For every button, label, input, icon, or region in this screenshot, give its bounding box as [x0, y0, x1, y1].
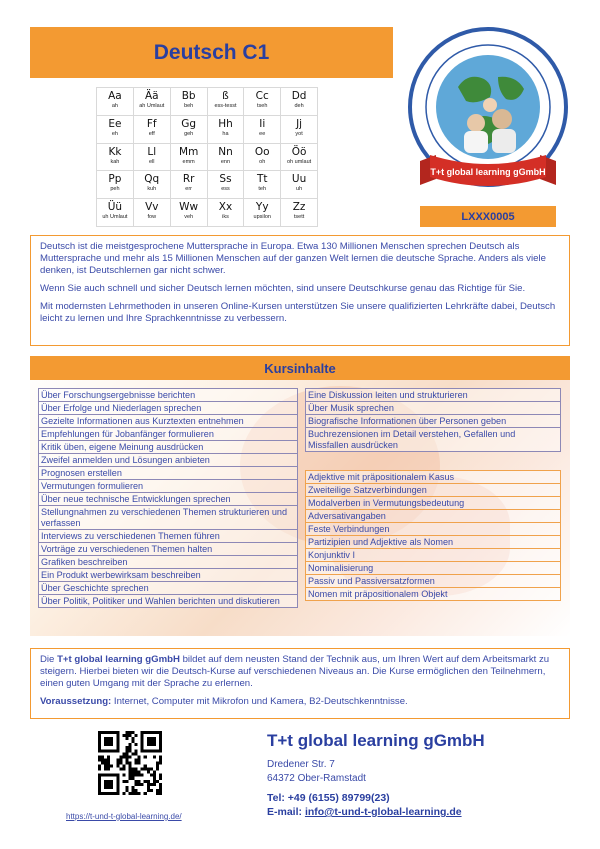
qr-module: [104, 758, 107, 761]
alphabet-row: [97, 199, 318, 227]
qr-module: [141, 774, 144, 777]
qr-module: [122, 752, 125, 755]
alphabet-pronunciation: teh: [258, 186, 267, 193]
qr-module: [116, 761, 119, 764]
qr-module: [156, 761, 159, 764]
alphabet-cell: [281, 115, 318, 143]
alphabet-letter: Uu: [291, 173, 307, 186]
qr-module: [125, 780, 128, 783]
qr-module: [107, 758, 110, 761]
qr-module: [128, 743, 131, 746]
alphabet-pronunciation: deh: [294, 103, 304, 109]
company-paragraph-post: bildet auf dem neusten Stand der Technik aus, um Ihren Wert auf dem Arbeitsmarkt zu steigern. Hierbei bieten wir die Deutsch-Kurse auf verschiedenen Niveaus an. Die Kurse ermöglichen den Teilnehmern, einen guten Umgang mit der Sprache zu erlernen.: [40, 654, 550, 689]
phone-number: Tel: +49 (6155) 89799(23): [267, 792, 390, 804]
qr-module: [104, 768, 107, 771]
qr-module: [144, 768, 147, 771]
qr-module: [135, 771, 138, 774]
qr-module: [159, 783, 162, 786]
qr-module: [138, 792, 141, 795]
grammar-item: Passiv und Passiversatzformen: [305, 575, 561, 588]
alphabet-pronunciation: tseh: [257, 103, 268, 109]
alphabet-pronunciation: ha: [222, 130, 229, 137]
qr-module: [159, 758, 162, 761]
qr-module: [116, 758, 119, 761]
qr-module: [128, 771, 131, 774]
qr-module: [135, 749, 138, 752]
topic-item: Über Politik, Politiker und Wahlen berichten und diskutieren: [38, 595, 298, 608]
qr-module: [138, 758, 141, 761]
alphabet-cell: [207, 88, 244, 116]
qr-module: [128, 734, 131, 737]
qr-module: [101, 755, 104, 758]
topic-item: Eine Diskussion leiten und strukturieren: [305, 388, 561, 402]
intro-paragraph-1: Deutsch ist die meistgesprochene Muttersprache in Europa. Etwa 130 Millionen Menschen sprechen Deutsch als Muttersprache und mehr als 15 Millionen Menschen auf der ganzen Welt lernen die deutsche Sprache. Anders als viele denken, ist Deutschlernen gar nicht schwer.: [40, 241, 546, 276]
topics-list-left: [38, 388, 298, 608]
topic-item: Gezielte Informationen aus Kurztexten entnehmen: [38, 415, 298, 428]
qr-module: [150, 783, 153, 786]
alphabet-cell: [170, 171, 207, 199]
qr-module: [119, 768, 122, 771]
alphabet-pronunciation: oh umlaut: [287, 158, 312, 165]
intro-box: [30, 235, 570, 346]
alphabet-row: [97, 88, 318, 116]
alphabet-letter: Tt: [256, 173, 268, 186]
qr-module: [125, 789, 128, 792]
alphabet-row: [97, 171, 318, 199]
alphabet-letter: Dd: [291, 90, 307, 102]
website-link[interactable]: https://t-und-t-global-learning.de/: [66, 812, 182, 821]
qr-module: [132, 786, 135, 789]
alphabet-cell: [133, 143, 170, 171]
company-name-inline: T+t global learning gGmbH: [57, 654, 180, 665]
qr-module: [104, 765, 107, 768]
qr-module: [159, 792, 162, 795]
address-city: 64372 Ober-Ramstadt: [267, 773, 366, 784]
alphabet-letter: Nn: [218, 145, 233, 158]
qr-module: [144, 765, 147, 768]
qr-module: [135, 783, 138, 786]
alphabet-letter: Ww: [179, 201, 199, 214]
alphabet-letter: Xx: [218, 201, 233, 214]
qr-module: [125, 737, 128, 740]
qr-module: [122, 765, 125, 768]
qr-module: [128, 746, 131, 749]
alphabet-cell: [244, 143, 281, 171]
qr-module: [132, 789, 135, 792]
qr-module: [98, 765, 101, 768]
topic-item: Buchrezensionen im Detail verstehen, Gefallen und Missfallen ausdrücken: [305, 428, 561, 452]
alphabet-cell: [244, 171, 281, 199]
grammar-list: [305, 470, 561, 601]
topic-item: Biografische Informationen über Personen geben: [305, 415, 561, 428]
alphabet-row: [97, 143, 318, 171]
grammar-item: Adjektive mit präpositionalem Kasus: [305, 470, 561, 484]
company-paragraph: [40, 654, 560, 690]
qr-module: [125, 786, 128, 789]
qr-module: [150, 774, 153, 777]
grammar-item: Feste Verbindungen: [305, 523, 561, 536]
alphabet-pronunciation: yot: [295, 130, 303, 137]
course-content-heading: Kursinhalte: [30, 356, 570, 380]
intro-paragraph-3: Mit modernsten Lehrmethoden in unseren Online-Kursen unterstützen Sie unsere qualifizierten Lehrkräfte dabei, Deutsch leicht zu lernen und Ihre Sprachkenntnisse zu verbessern.: [40, 301, 556, 324]
alphabet-letter: Zz: [292, 201, 306, 214]
qr-module: [128, 774, 131, 777]
alphabet-cell: [133, 171, 170, 199]
qr-module: [144, 755, 147, 758]
qr-module: [135, 792, 138, 795]
alphabet-cell: [170, 199, 207, 227]
alphabet-letter: Üü: [107, 201, 123, 214]
alphabet-letter: Qq: [144, 173, 160, 186]
qr-module: [135, 789, 138, 792]
topic-item: Zweifel anmelden und Lösungen anbieten: [38, 454, 298, 467]
alphabet-letter: Ff: [146, 117, 157, 130]
qr-module: [135, 758, 138, 761]
contact-details: [267, 791, 462, 819]
qr-module: [138, 783, 141, 786]
alphabet-letter: Kk: [108, 145, 122, 158]
qr-module: [125, 752, 128, 755]
qr-module: [156, 789, 159, 792]
qr-module: [132, 752, 135, 755]
qr-module: [125, 734, 128, 737]
qr-module: [98, 768, 101, 771]
qr-module: [110, 765, 113, 768]
qr-module: [132, 771, 135, 774]
alphabet-pronunciation: ell: [149, 158, 155, 165]
alphabet-letter: Ii: [259, 117, 266, 130]
qr-module: [156, 780, 159, 783]
alphabet-cell: [244, 199, 281, 227]
course-code-badge: [420, 206, 556, 227]
qr-module: [159, 786, 162, 789]
alphabet-cell: [244, 88, 281, 116]
alphabet-pronunciation: ah Umlaut: [139, 103, 165, 109]
requirements: [40, 696, 560, 708]
qr-module: [153, 780, 156, 783]
alphabet-cell: [207, 115, 244, 143]
school-logo: [406, 27, 570, 202]
qr-module: [104, 761, 107, 764]
alphabet-letter: Aa: [108, 90, 122, 102]
alphabet-pronunciation: enn: [220, 158, 231, 165]
alphabet-letter: Öö: [291, 145, 307, 158]
qr-module: [125, 758, 128, 761]
qr-module: [128, 755, 131, 758]
qr-module: [135, 752, 138, 755]
email-label: E-mail:: [267, 806, 305, 818]
qr-module: [144, 792, 147, 795]
alphabet-cell: [133, 199, 170, 227]
requirements-text: Internet, Computer mit Mikrofon und Kamera, B2-Deutschkenntnisse.: [111, 696, 408, 707]
qr-module: [147, 737, 156, 746]
qr-module: [132, 768, 135, 771]
qr-module: [156, 792, 159, 795]
qr-module: [98, 755, 101, 758]
company-paragraph-pre: Die: [40, 654, 58, 665]
alphabet-cell: [170, 143, 207, 171]
alphabet-pronunciation: uh: [296, 186, 303, 193]
alphabet-cell: [281, 143, 318, 171]
qr-module: [132, 731, 135, 734]
alphabet-pronunciation: veh: [184, 214, 194, 221]
alphabet-pronunciation: err: [185, 186, 193, 193]
qr-module: [101, 761, 104, 764]
qr-module: [147, 783, 150, 786]
qr-module: [122, 768, 125, 771]
qr-module: [128, 777, 131, 780]
qr-module: [107, 755, 110, 758]
qr-module: [128, 761, 131, 764]
qr-module: [150, 789, 153, 792]
alphabet-letter: Oo: [254, 145, 270, 158]
topic-item: Kritik üben, eigene Meinung ausdrücken: [38, 441, 298, 454]
grammar-item: Partizipien und Adjektive als Nomen: [305, 536, 561, 549]
topic-item: Vorträge zu verschiedenen Themen halten: [38, 543, 298, 556]
qr-module: [104, 737, 113, 746]
qr-module: [128, 765, 131, 768]
qr-module: [122, 780, 125, 783]
qr-module: [156, 768, 159, 771]
alphabet-letter: Rr: [182, 173, 195, 186]
topic-item: Interviews zu verschiedenen Themen führen: [38, 530, 298, 543]
qr-module: [138, 771, 141, 774]
topic-item: Ein Produkt werbewirksam beschreiben: [38, 569, 298, 582]
qr-module: [116, 765, 119, 768]
alphabet-cell: [281, 199, 318, 227]
qr-module: [132, 777, 135, 780]
alphabet-cell: [207, 171, 244, 199]
alphabet-letter: Vv: [145, 201, 159, 214]
qr-module: [153, 777, 156, 780]
qr-module: [150, 768, 153, 771]
qr-module: [135, 768, 138, 771]
alphabet-cell: [281, 171, 318, 199]
qr-module: [135, 780, 138, 783]
qr-module: [153, 755, 156, 758]
qr-module: [104, 780, 113, 789]
intro-paragraph-2: Wenn Sie auch schnell und sicher Deutsch lernen möchten, sind unsere Deutschkurse genau das Richtige für Sie.: [40, 283, 526, 294]
alphabet-letter: Jj: [296, 117, 303, 130]
alphabet-letter: Pp: [108, 173, 122, 186]
qr-module: [141, 783, 144, 786]
qr-module: [125, 761, 128, 764]
alphabet-pronunciation: eh: [111, 130, 118, 137]
alphabet-cell: [97, 115, 134, 143]
topic-item: Prognosen erstellen: [38, 467, 298, 480]
qr-module: [128, 749, 131, 752]
qr-module: [159, 755, 162, 758]
alphabet-pronunciation: ess: [221, 186, 230, 193]
alphabet-pronunciation: emm: [182, 158, 195, 165]
course-content-section: [30, 356, 570, 636]
course-code: LXXX0005: [461, 210, 515, 223]
topic-item: Über Forschungsergebnisse berichten: [38, 388, 298, 402]
topic-item: Vermutungen formulieren: [38, 480, 298, 493]
qr-module: [119, 755, 122, 758]
topic-item: Stellungnahmen zu verschiedenen Themen strukturieren und verfassen: [38, 506, 298, 530]
alphabet-cell: [97, 171, 134, 199]
qr-module: [138, 761, 141, 764]
alphabet-letter: Mm: [179, 145, 199, 158]
alphabet-cell: [97, 88, 134, 116]
topic-item: Über Musik sprechen: [305, 402, 561, 415]
alphabet-cell: [133, 88, 170, 116]
company-name: T+t global learning gGmbH: [267, 731, 485, 750]
email-link[interactable]: info@t-und-t-global-learning.de: [304, 806, 462, 818]
qr-module: [107, 768, 110, 771]
requirements-label: Voraussetzung:: [40, 696, 112, 707]
grammar-item: Zweiteilige Satzverbindungen: [305, 484, 561, 497]
qr-module: [122, 755, 125, 758]
alphabet-row: [97, 115, 318, 143]
alphabet-cell: [97, 199, 134, 227]
qr-module: [153, 774, 156, 777]
qr-module: [138, 755, 141, 758]
alphabet-pronunciation: geh: [184, 130, 194, 137]
alphabet-letter: Ss: [219, 173, 232, 186]
topic-item: Grafiken beschreiben: [38, 556, 298, 569]
alphabet-cell: [170, 88, 207, 116]
page-title: Deutsch C1: [153, 40, 270, 64]
grammar-item: Adversativangaben: [305, 510, 561, 523]
qr-module: [156, 765, 159, 768]
alphabet-cell: [244, 115, 281, 143]
title-banner: [30, 27, 393, 78]
alphabet-letter: ß: [222, 90, 229, 102]
qr-module: [122, 792, 125, 795]
alphabet-table: [96, 87, 318, 227]
qr-code-icon[interactable]: [98, 731, 162, 795]
qr-module: [159, 777, 162, 780]
grammar-item: Modalverben in Vermutungsbedeutung: [305, 497, 561, 510]
alphabet-letter: Ää: [144, 90, 159, 102]
alphabet-letter: Ee: [108, 117, 122, 130]
company-info-box: [30, 648, 570, 719]
qr-module: [101, 758, 104, 761]
qr-module: [132, 737, 135, 740]
logo-ribbon-text: T+t global learning gGmbH: [430, 167, 546, 177]
alphabet-cell: [133, 115, 170, 143]
qr-module: [132, 740, 135, 743]
qr-module: [135, 734, 138, 737]
alphabet-cell: [281, 88, 318, 116]
qr-module: [107, 761, 110, 764]
address: [267, 758, 366, 786]
alphabet-cell: [207, 199, 244, 227]
qr-module: [141, 768, 144, 771]
alphabet-pronunciation: kah: [110, 158, 120, 165]
alphabet-letter: Ll: [147, 145, 157, 158]
topic-item: Empfehlungen für Jobanfänger formulieren: [38, 428, 298, 441]
topics-list-right: [305, 388, 561, 452]
alphabet-cell: [170, 115, 207, 143]
qr-module: [98, 758, 101, 761]
grammar-item: Konjunktiv I: [305, 549, 561, 562]
qr-module: [159, 761, 162, 764]
qr-module: [147, 768, 150, 771]
alphabet-pronunciation: beh: [184, 103, 194, 109]
alphabet-letter: Cc: [255, 90, 269, 102]
qr-module: [125, 746, 128, 749]
qr-module: [144, 780, 147, 783]
alphabet-cell: [97, 143, 134, 171]
grammar-item: Nomen mit präpositionalem Objekt: [305, 588, 561, 601]
qr-module: [135, 761, 138, 764]
qr-module: [132, 774, 135, 777]
qr-module: [147, 786, 150, 789]
qr-module: [119, 761, 122, 764]
alphabet-letter: Gg: [181, 117, 197, 130]
qr-module: [147, 789, 150, 792]
alphabet-pronunciation: upsilon: [253, 214, 271, 221]
topic-item: Über Geschichte sprechen: [38, 582, 298, 595]
qr-module: [128, 768, 131, 771]
qr-module: [153, 783, 156, 786]
alphabet-pronunciation: kuh: [147, 186, 157, 193]
topic-item: Über Erfolge und Niederlagen sprechen: [38, 402, 298, 415]
topic-item: Über neue technische Entwicklungen sprechen: [38, 493, 298, 506]
alphabet-pronunciation: oh: [259, 158, 266, 165]
qr-module: [135, 774, 138, 777]
qr-module: [107, 765, 110, 768]
alphabet-pronunciation: fow: [147, 214, 157, 221]
alphabet-pronunciation: peh: [110, 186, 120, 193]
qr-module: [122, 734, 125, 737]
alphabet-pronunciation: ah: [111, 103, 118, 109]
qr-module: [159, 789, 162, 792]
qr-module: [122, 774, 125, 777]
qr-module: [135, 743, 138, 746]
qr-module: [128, 792, 131, 795]
qr-module: [119, 758, 122, 761]
alphabet-letter: Bb: [181, 90, 196, 102]
alphabet-letter: Hh: [218, 117, 233, 130]
grammar-item: Nominalisierung: [305, 562, 561, 575]
qr-module: [125, 749, 128, 752]
alphabet-cell: [207, 143, 244, 171]
alphabet-pronunciation: uh Umlaut: [102, 214, 128, 221]
qr-module: [138, 774, 141, 777]
qr-module: [147, 780, 150, 783]
qr-module: [159, 774, 162, 777]
qr-module: [153, 771, 156, 774]
alphabet-pronunciation: eff: [148, 130, 155, 137]
address-street: Dredener Str. 7: [267, 759, 335, 770]
qr-module: [125, 755, 128, 758]
alphabet-pronunciation: tsett: [293, 214, 305, 221]
alphabet-pronunciation: ee: [259, 130, 266, 137]
qr-module: [132, 792, 135, 795]
qr-module: [138, 780, 141, 783]
qr-module: [125, 731, 128, 734]
qr-module: [147, 771, 150, 774]
alphabet-pronunciation: ess-tesst: [214, 103, 237, 109]
alphabet-pronunciation: iks: [222, 214, 229, 221]
qr-module: [128, 731, 131, 734]
email-line: [267, 805, 462, 819]
alphabet-letter: Yy: [255, 201, 269, 214]
